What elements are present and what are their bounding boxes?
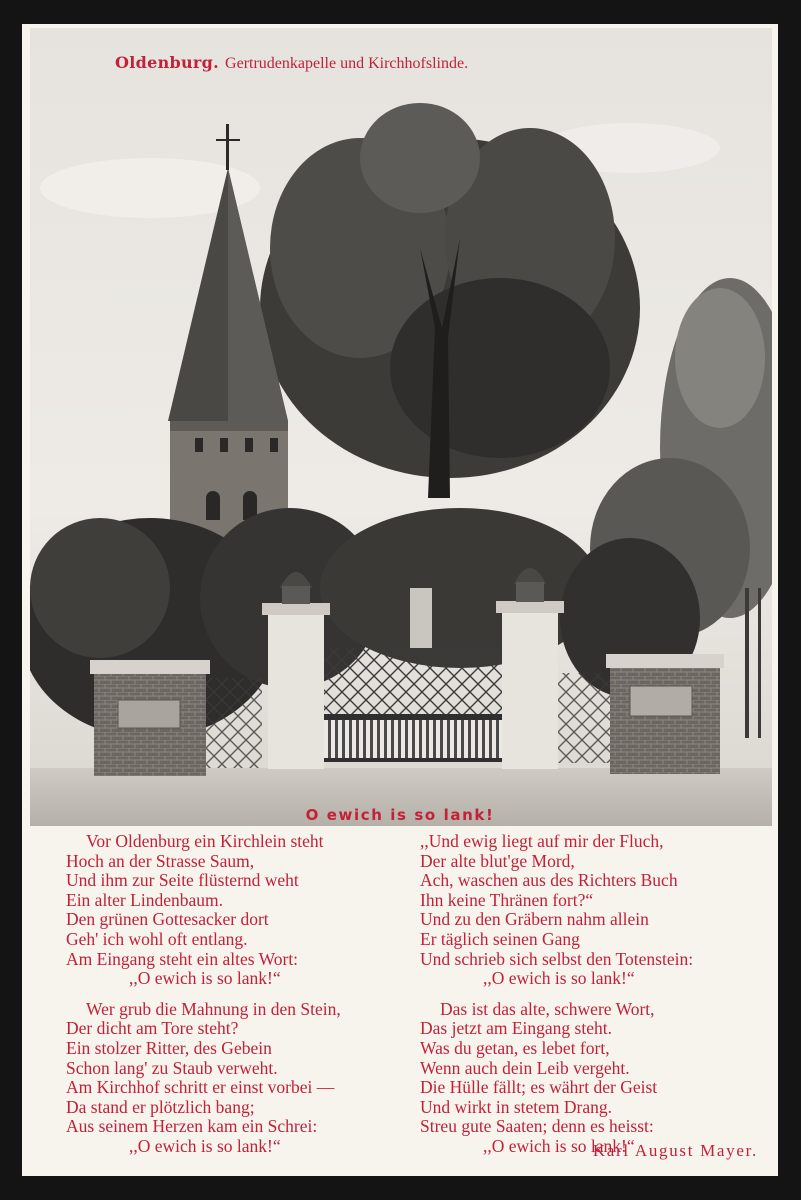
poem-line: Ach, waschen aus des Richters Buch <box>420 870 678 891</box>
poem-line: Der alte blut'ge Mord, <box>420 850 575 871</box>
poem-line: Ein stolzer Ritter, des Gebein <box>66 1037 272 1058</box>
caption-subtitle: Gertrudenkapelle und Kirchhofslinde. <box>225 55 469 72</box>
poem-line: Die Hülle fällt; es währt der Geist <box>420 1077 658 1098</box>
wall-plaque <box>118 700 180 728</box>
poem-line: Er täglich seinen Gang <box>420 928 580 949</box>
poem-author: Karl August Mayer. <box>592 1141 758 1160</box>
poem-line: Das jetzt am Eingang steht. <box>420 1018 612 1039</box>
poem-line: Das ist das alte, schwere Wort, <box>440 998 655 1019</box>
poem-line: Ihn keine Thränen fort?“ <box>420 889 594 910</box>
poem-line: Hoch an der Strasse Saum, <box>66 850 255 871</box>
photograph <box>30 28 772 826</box>
poem-line: Am Kirchhof schritt er einst vorbei — <box>66 1077 335 1098</box>
poem-line: Da stand er plötzlich bang; <box>66 1096 255 1117</box>
poem-line: ,,Und ewig liegt auf mir der Fluch, <box>420 831 664 851</box>
poem-line: Geh' ich wohl oft entlang. <box>66 928 248 949</box>
poem-line: Und wirkt in stetem Drang. <box>420 1096 612 1117</box>
poem-line: Wenn auch dein Leib vergeht. <box>420 1057 630 1078</box>
poem-refrain: ,,O ewich is so lank!“ <box>483 968 635 989</box>
poem-line: Den grünen Gottesacker dort <box>66 909 269 930</box>
poem-refrain: ,,O ewich is so lank!“ <box>483 1135 635 1156</box>
right-wall <box>606 654 724 774</box>
postcard <box>22 24 778 1176</box>
poem-line: Wer grub die Mahnung in den Stein, <box>86 998 341 1019</box>
caption-city: Oldenburg. <box>115 53 220 72</box>
poem-column-right <box>420 832 765 1157</box>
poem-line: Der dicht am Tore steht? <box>66 1018 239 1039</box>
poem-line: Schon lang' zu Staub verweht. <box>66 1057 278 1078</box>
poem-refrain: ,,O ewich is so lank!“ <box>129 1135 281 1156</box>
poem-line: Streu gute Saaten; denn es heisst: <box>420 1116 654 1137</box>
wall-plaque <box>630 686 692 716</box>
poem-line: Und zu den Gräbern nahm allein <box>420 909 649 930</box>
poem-line: Vor Oldenburg ein Kirchlein steht <box>86 831 324 851</box>
poem-line: Am Eingang steht ein altes Wort: <box>66 948 299 969</box>
poem-line: Aus seinem Herzen kam ein Schrei: <box>66 1116 318 1137</box>
poem-line: Ein alter Lindenbaum. <box>66 889 223 910</box>
left-wall <box>90 660 210 776</box>
poem-line: Und schrieb sich selbst den Totenstein: <box>420 948 694 969</box>
poem-refrain: ,,O ewich is so lank!“ <box>129 968 281 989</box>
poem-line: Und ihm zur Seite flüsternd weht <box>66 870 299 891</box>
poem-column-left <box>66 832 426 1157</box>
poem-line: Was du getan, es lebet fort, <box>420 1037 610 1058</box>
photo-caption <box>115 53 468 73</box>
poem-title: O ewich is so lank! <box>305 806 495 824</box>
